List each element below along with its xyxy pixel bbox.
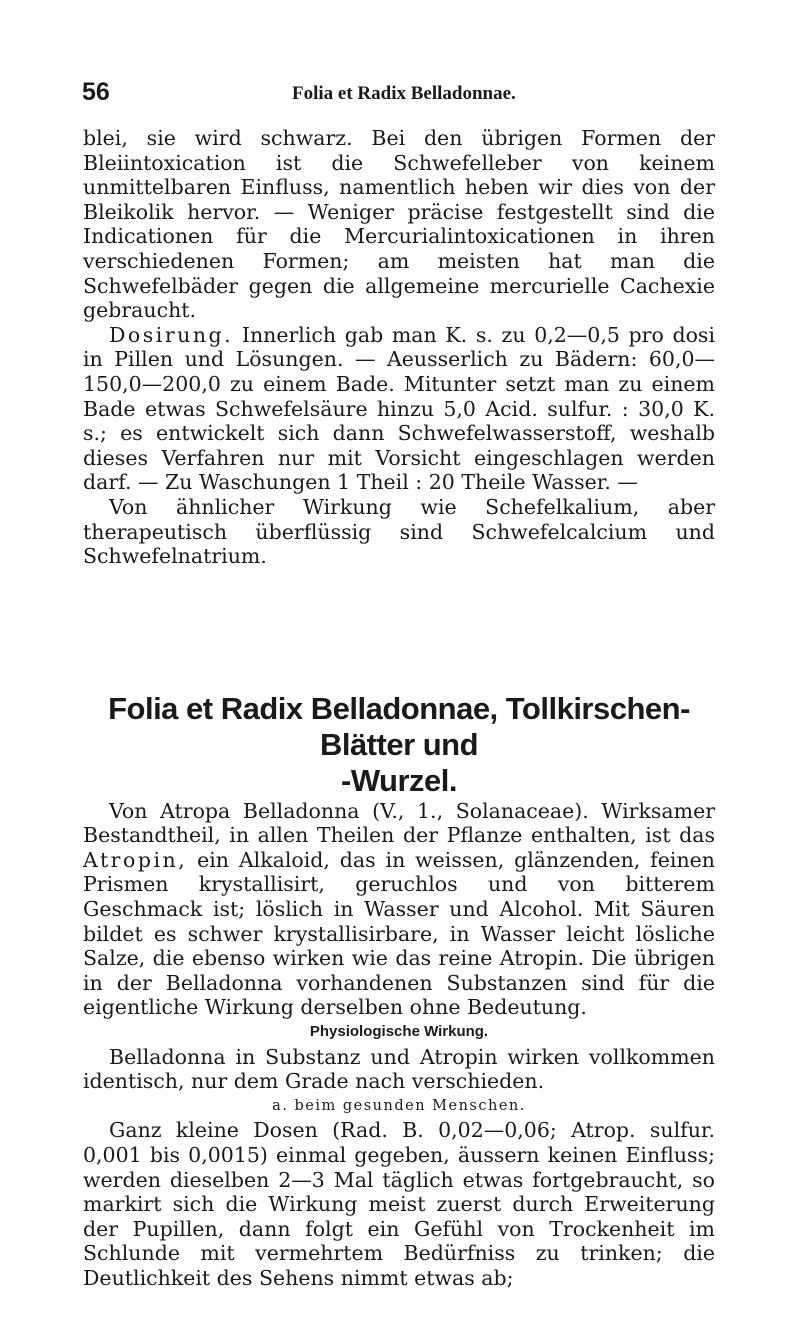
paragraph-atropa xyxy=(83,799,715,1020)
dosirung-text: Innerlich gab man K. s. zu 0,2—0,5 pro dosi in Pillen und Lösungen. — Aeusserlich zu Bädern: 60,0—150,0—200,0 zu einem Bade. Mitunter setzt man zu einem Bade etwas Schwefelsäure hinzu 5,0 Acid. sulfur. : 30,0 K. s.; es entwickelt sich dann Schwefelwasserstoff, weshalb dieses Verfahren nur mit Vorsicht eingeschlagen werden darf. — Zu Waschungen 1 Theil : 20 Theile Wasser. — xyxy=(83,322,715,495)
running-head: Folia et Radix Belladonnae. xyxy=(292,83,516,104)
paragraph-similar-effect: Von ähnlicher Wirkung wie Schefelkalium, aber therapeutisch überflüssig sind Schwefelcalcium und Schwefelnatrium. xyxy=(83,494,715,569)
dosirung-label: Dosirung. xyxy=(109,322,234,347)
paragraph-dosirung xyxy=(83,323,715,495)
subheading-physiologische-wirkung: Physiologische Wirkung. xyxy=(309,1023,489,1041)
page-number: 56 xyxy=(82,78,110,106)
paragraph-lead-intoxication: blei, sie wird schwarz. Bei den übrigen Formen der Bleiintoxication ist die Schwefelleber von keinem unmittelbaren Einfluss, namentlich heben wir dies von der Bleikolik hervor. — Weniger präcise festgestellt sind die Indicationen für die Mercurialintoxicationen in ihren verschiedenen Formen; am meisten hat man die Schwefelbäder gegen die allgemeine mercurielle Cachexie gebraucht. xyxy=(83,126,715,323)
paragraph-kleine-dosen: Ganz kleine Dosen (Rad. B. 0,02—0,06; Atrop. sulfur. 0,001 bis 0,0015) einmal gegeben, äussern keinen Einfluss; werden dieselben 2—3 Mal täglich etwas fortgebraucht, so markirt sich die Wirkung meist zuerst durch Erweiterung der Pupillen, dann folgt ein Gefühl von Trockenheit im Schlunde mit vermehrtem Bedürfniss zu trinken; die Deutlichkeit des Sehens nimmt etwas ab; xyxy=(83,1118,715,1290)
section-title-line-1: Folia et Radix Belladonnae, Tollkirschen-Blätter und xyxy=(108,690,690,762)
paragraph-identisch: Belladonna in Substanz und Atropin wirken vollkommen identisch, nur dem Grade nach verschieden. xyxy=(83,1044,715,1094)
atropa-text-b: ein Alkaloid, das in weissen, glänzenden, feinen Prismen krystallisirt, geruchlos und von bitterem Geschmack ist; löslich in Wasser und Alcohol. Mit Säuren bildet es schwer krystallisirbare, in Wasser leicht lösliche Salze, die ebenso wirken wie das reine Atropin. Die übrigen in der Belladonna vorhandenen Substanzen sind für die eigentliche Wirkung derselben ohne Bedeutung. xyxy=(83,847,715,1020)
subheading-gesunden-menschen: a. beim gesunden Menschen. xyxy=(272,1097,526,1114)
section-title xyxy=(83,691,715,799)
atropin-term: Atropin, xyxy=(83,847,188,872)
atropa-text-a: Von Atropa Belladonna (V., 1., Solanaceae). Wirksamer Bestandtheil, in allen Theilen der Pflanze enthalten, ist das xyxy=(83,798,715,848)
page-body xyxy=(83,126,715,1291)
section-title-line-2: -Wurzel. xyxy=(341,762,457,798)
page-header xyxy=(0,78,801,108)
